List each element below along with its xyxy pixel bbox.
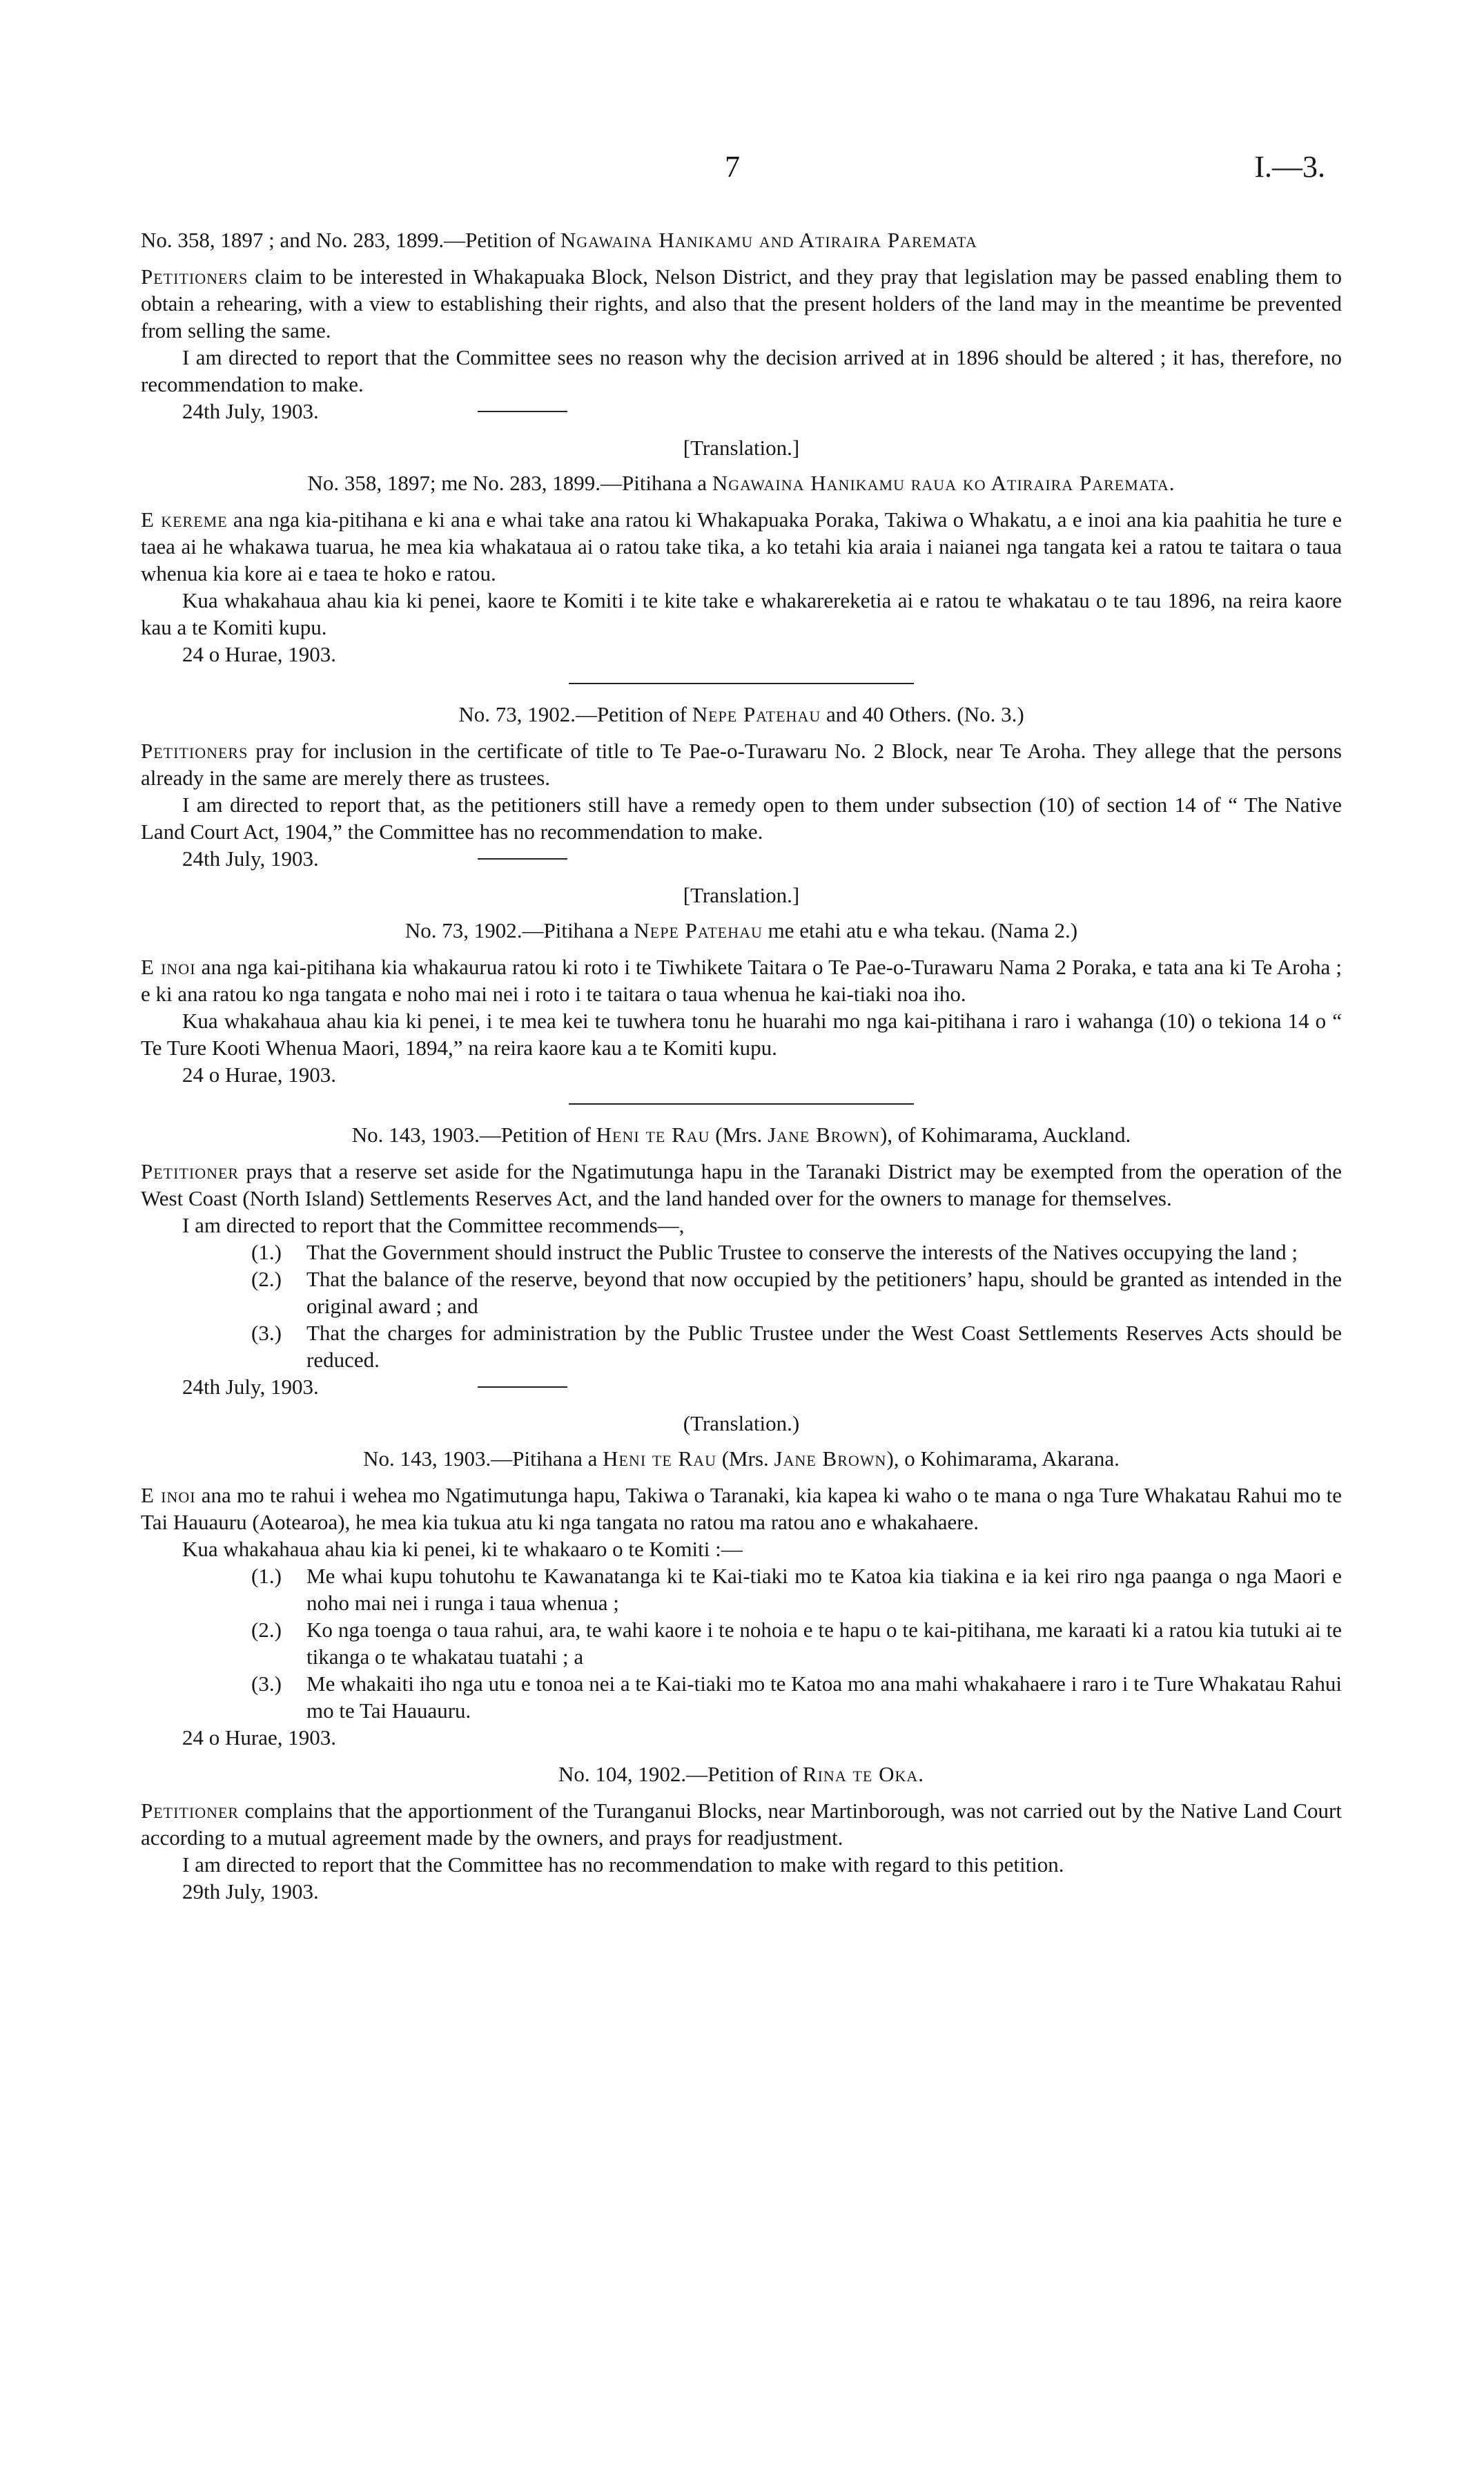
petition-ref: No. 358, 1897; me No. 283, 1899.—Pitihana a bbox=[307, 471, 707, 495]
petition-ref: No. 73, 1902.—Pitihana a bbox=[404, 918, 629, 942]
summary-text: complains that the apportionment of the Turanganui Blocks, near Martinborough, was not carried out by the Native Land Court according to a mutual agreement made by the owners, and prays for readjustment. bbox=[141, 1799, 1342, 1850]
petition-summary bbox=[141, 1482, 1342, 1535]
petition-ref: No. 143, 1903.—Petition of bbox=[351, 1123, 591, 1147]
lead-word: Petitioners bbox=[141, 739, 248, 763]
petitioner-alias: Jane Brown bbox=[774, 1446, 887, 1471]
translation-section bbox=[141, 882, 1342, 1088]
spacer bbox=[141, 1751, 1342, 1756]
petition-ref: No. 104, 1902.—Petition of bbox=[558, 1762, 798, 1786]
petition-ref: No. 73, 1902.—Petition of bbox=[458, 702, 687, 726]
item-number: (2.) bbox=[251, 1267, 282, 1291]
petition-summary bbox=[141, 263, 1342, 344]
petition-title-suffix: me etahi atu e wha tekau. (Nama 2.) bbox=[762, 918, 1078, 942]
item-text: Ko nga toenga o taua rahui, ara, te wahi kaore i te nohoia e te hapu o te kai-pitihana, me karaati ki a ratou kia tutuki ai te tikanga o te whakatau tuatahi ; a bbox=[306, 1618, 1342, 1669]
recommendation-list bbox=[251, 1239, 1342, 1373]
petition-ref: No. 143, 1903.—Pitihana a bbox=[363, 1446, 598, 1471]
report-date: 24 o Hurae, 1903. bbox=[182, 1063, 336, 1087]
petitioner-alias: Jane Brown bbox=[768, 1123, 880, 1147]
section-divider bbox=[569, 683, 914, 684]
petition-title bbox=[141, 1121, 1342, 1148]
committee-report: Kua whakahaua ahau kia ki penei, i te mea kei te tuwhera tonu he huarahi mo nga kai-pitihana i raro i wahanga (10) o tekiona 14 o “ Te Ture Kooti Whenua Maori, 1894,” na reira kaore kau a te Komiti kupu. bbox=[141, 1009, 1342, 1060]
petition-title-suffix: ), of Kohimarama, Auckland. bbox=[879, 1123, 1131, 1147]
list-item bbox=[251, 1239, 1342, 1266]
list-item bbox=[251, 1562, 1342, 1616]
short-rule bbox=[478, 858, 567, 860]
report-date-line bbox=[182, 1373, 1342, 1400]
petition-title bbox=[141, 1445, 1342, 1472]
petitioner-name: Ngawaina Hanikamu and Atiraira Paremata bbox=[560, 228, 977, 252]
lead-word: E inoi bbox=[141, 1483, 196, 1507]
item-text: That the balance of the reserve, beyond that now occupied by the petitioners’ hapu, should be granted as intended in the original award ; and bbox=[306, 1267, 1342, 1318]
list-item bbox=[251, 1319, 1342, 1373]
summary-text: ana nga kai-pitihana kia whakaurua ratou ki roto i te Tiwhikete Taitara o Te Pae-o-Turawaru Nama 2 Poraka, e tata ana ki Te Aroha ; e ki ana ratou ko nga tangata e noho mai nei i roto i te taitara o taua whenua he kai-tiaki noa iho. bbox=[141, 955, 1342, 1006]
petitioner-name: Ngawaina Hanikamu raua ko Atiraira Paremata. bbox=[712, 471, 1175, 495]
item-text: Me whai kupu tohutohu te Kawanatanga ki te Kai-tiaki mo te Katoa kia tiakina e ia kei riro nga paanga o nga Maori e noho mai nei i runga i taua whenua ; bbox=[306, 1564, 1342, 1615]
report-date-line bbox=[182, 845, 1342, 872]
petition-section bbox=[141, 1121, 1342, 1400]
item-number: (1.) bbox=[251, 1564, 282, 1588]
section-divider bbox=[569, 1103, 914, 1105]
list-item bbox=[251, 1266, 1342, 1319]
petition-summary bbox=[141, 953, 1342, 1007]
short-rule bbox=[478, 1386, 567, 1388]
report-date: 29th July, 1903. bbox=[182, 1879, 319, 1903]
document-body bbox=[141, 222, 1342, 1905]
petition-summary bbox=[141, 1797, 1342, 1851]
short-rule bbox=[478, 411, 567, 412]
page-header bbox=[0, 150, 1484, 188]
lead-word: E kereme bbox=[141, 507, 228, 532]
lead-word: Petitioner bbox=[141, 1159, 240, 1183]
report-date: 24th July, 1903. bbox=[182, 846, 319, 871]
item-number: (2.) bbox=[251, 1618, 282, 1642]
committee-report: I am directed to report that the Committee recommends—, bbox=[182, 1213, 685, 1237]
petition-section bbox=[141, 701, 1342, 872]
petition-title-mid: (Mrs. bbox=[710, 1123, 763, 1147]
item-number: (3.) bbox=[251, 1321, 282, 1345]
item-number: (1.) bbox=[251, 1240, 282, 1264]
committee-report: I am directed to report that the Committee sees no reason why the decision arrived at in 1896 should be altered ; it has, therefore, no recommendation to make. bbox=[141, 345, 1342, 396]
summary-text: prays that a reserve set aside for the Ngatimutunga hapu in the Taranaki District may be exempted from the operation of the West Coast (North Island) Settlements Reserves Act, and the land handed over for the owners to manage for themselves. bbox=[141, 1159, 1342, 1210]
petitioner-name: Nepe Patehau bbox=[692, 702, 821, 726]
petition-title bbox=[141, 917, 1342, 944]
petition-summary bbox=[141, 506, 1342, 587]
list-item bbox=[251, 1616, 1342, 1670]
recommendation-list bbox=[251, 1562, 1342, 1724]
committee-report: I am directed to report that, as the petitioners still have a remedy open to them under subsection (10) of section 14 of “ The Native Land Court Act, 1904,” the Committee has no recommendation to make. bbox=[141, 793, 1342, 844]
petitioner-name: Heni te Rau bbox=[596, 1123, 710, 1147]
item-text: Me whakaiti iho nga utu e tonoa nei a te Kai-tiaki mo te Katoa mo ana mahi whakahaere i raro i te Ture Whakatau Rahui mo te Tai Hauauru. bbox=[306, 1671, 1342, 1723]
list-item bbox=[251, 1670, 1342, 1724]
report-date: 24 o Hurae, 1903. bbox=[182, 642, 336, 666]
petitioner-name: Nepe Patehau bbox=[634, 918, 763, 942]
report-date-line bbox=[182, 1878, 1342, 1905]
petitioner-name: Rina te Oka. bbox=[802, 1762, 924, 1786]
petitioner-name: Heni te Rau bbox=[603, 1446, 716, 1471]
translation-label: (Translation.) bbox=[683, 1411, 800, 1435]
petition-ref: No. 358, 1897 ; and No. 283, 1899.—Petition of bbox=[141, 228, 556, 252]
page-number: 7 bbox=[725, 150, 740, 184]
lead-word: Petitioner bbox=[141, 1799, 240, 1823]
item-number: (3.) bbox=[251, 1671, 282, 1696]
petition-title-suffix: ), o Kohimarama, Akarana. bbox=[886, 1446, 1120, 1471]
report-date: 24th July, 1903. bbox=[182, 399, 319, 423]
summary-text: ana nga kia-pitihana e ki ana e whai take ana ratou ki Whakapuaka Poraka, Takiwa o Whakatu, a e inoi ana kia paahitia he ture e taea ai he whakawa tuarua, he mea kia whakataua ai o ratou take tika, a ko tetahi kia araia i naianei nga tangata kei a ratou te taitara o taua whenua kia kore ai e taea te hoko e ratou. bbox=[141, 507, 1342, 585]
petition-summary bbox=[141, 737, 1342, 791]
petition-title-suffix: and 40 Others. (No. 3.) bbox=[821, 702, 1024, 726]
report-date-line bbox=[182, 398, 1342, 425]
report-date: 24th July, 1903. bbox=[182, 1375, 319, 1399]
petition-title bbox=[141, 226, 1342, 253]
committee-report: I am directed to report that the Committee has no recommendation to make with regard to this petition. bbox=[182, 1852, 1064, 1877]
translation-label: [Translation.] bbox=[683, 883, 800, 907]
petition-summary bbox=[141, 1158, 1342, 1212]
translation-section bbox=[141, 434, 1342, 668]
petition-section bbox=[141, 1761, 1342, 1905]
petition-section bbox=[141, 226, 1342, 425]
committee-report: Kua whakahaua ahau kia ki penei, kaore te Komiti i te kite take e whakarereketia ai e ratou te whakatau o te tau 1896, na reira kaore kau a te Komiti kupu. bbox=[141, 588, 1342, 639]
summary-text: ana mo te rahui i wehea mo Ngatimutunga hapu, Takiwa o Taranaki, kia kapea ki waho o te mana o nga Ture Whakatau Rahui mo te Tai Hauauru (Aotearoa), he mea kia tukua atu ki nga tangata no ratou ma ratou ano e whakahaere. bbox=[141, 1483, 1342, 1534]
paper-reference: I.—3. bbox=[1254, 150, 1325, 184]
petition-title bbox=[141, 701, 1342, 728]
summary-text: pray for inclusion in the certificate of title to Te Pae-o-Turawaru No. 2 Block, near Te Aroha. They allege that the persons already in the same are merely there as trustees. bbox=[141, 739, 1342, 790]
report-date-line bbox=[182, 1061, 1342, 1088]
item-text: That the Government should instruct the Public Trustee to conserve the interests of the Natives occupying the land ; bbox=[306, 1240, 1298, 1264]
item-text: That the charges for administration by the Public Trustee under the West Coast Settlements Reserves Acts should be reduced. bbox=[306, 1321, 1342, 1372]
report-date-line bbox=[182, 641, 1342, 668]
report-date: 24 o Hurae, 1903. bbox=[182, 1725, 336, 1750]
translation-section bbox=[141, 1410, 1342, 1751]
petition-title bbox=[141, 469, 1342, 496]
lead-word: E inoi bbox=[141, 955, 196, 979]
summary-text: claim to be interested in Whakapuaka Block, Nelson District, and they pray that legislation may be passed enabling them to obtain a rehearing, with a view to establishing their rights, and also that the present holders of the land may in the meantime be prevented from selling the same. bbox=[141, 264, 1342, 342]
lead-word: Petitioners bbox=[141, 264, 248, 289]
committee-report: Kua whakahaua ahau kia ki penei, ki te whakaaro o te Komiti :— bbox=[182, 1537, 743, 1561]
translation-label: [Translation.] bbox=[683, 436, 800, 460]
report-date-line bbox=[182, 1724, 1342, 1751]
petition-title bbox=[141, 1761, 1342, 1787]
petition-title-mid: (Mrs. bbox=[716, 1446, 769, 1471]
